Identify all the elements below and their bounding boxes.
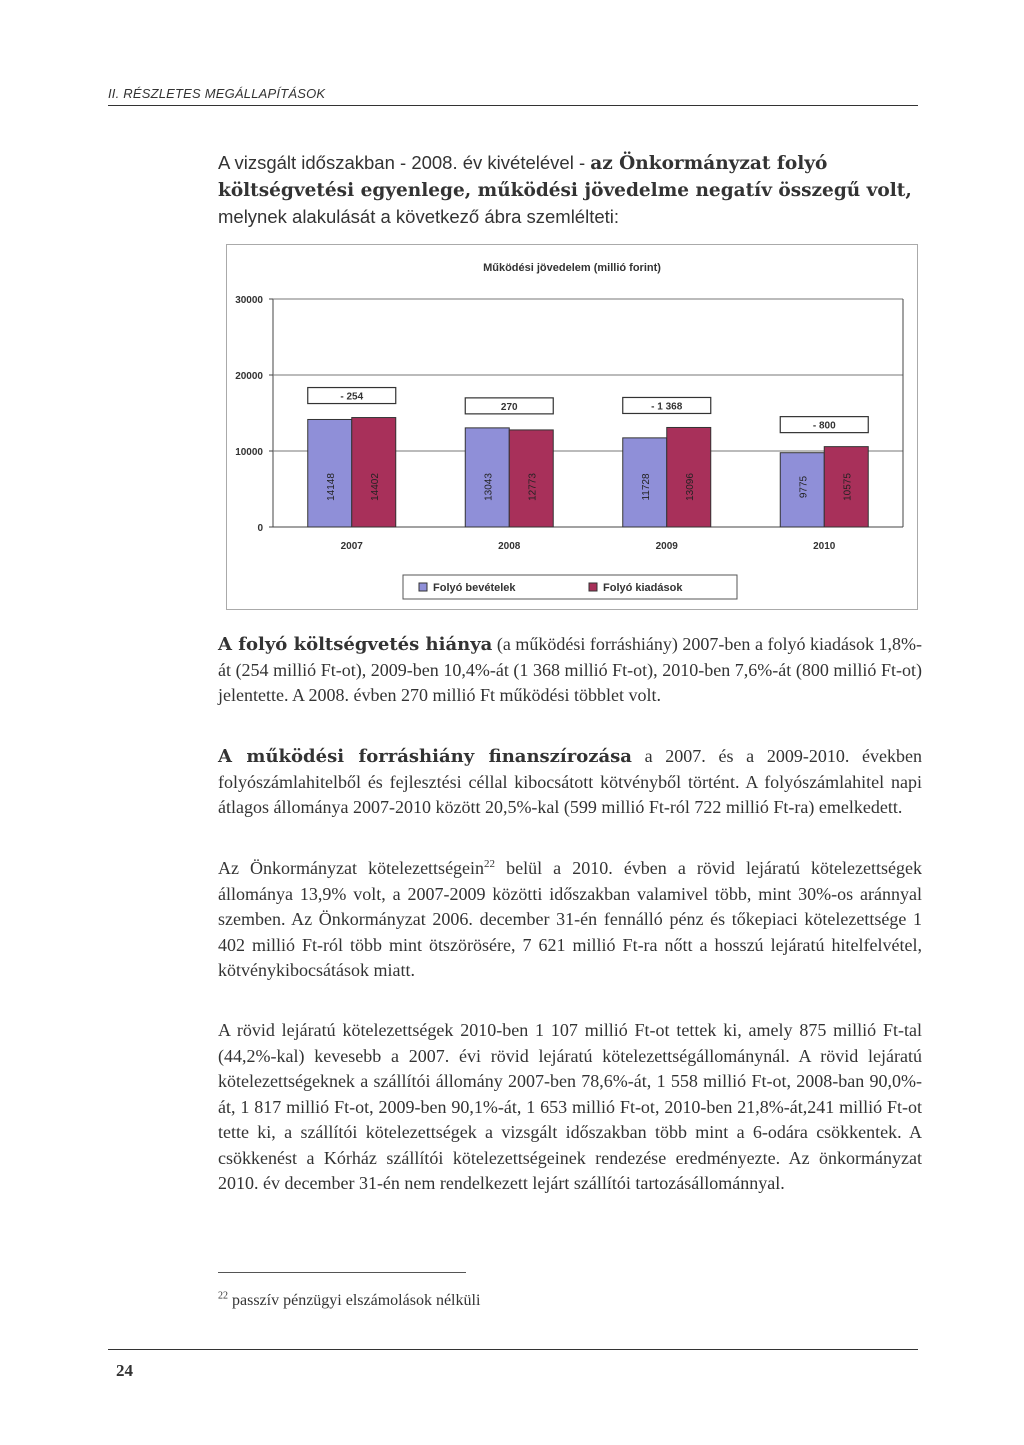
bar-value-label: 10575	[842, 473, 854, 501]
legend-swatch	[419, 583, 427, 591]
bar-value-label: 13096	[684, 473, 696, 501]
p4-text: A rövid lejáratú kötelezettségek 2010-ben 1 107 millió Ft-ot tettek ki, amely 875 millió Ft-tal (44,2%-kal) kevesebb a 2007. évi rövid lejáratú kötelezettségállománynál. A rövid lejáratú kötelezettségeknek a szállítói állomány 2007-ben 78,6%-át, 1 558 millió Ft-ot, 2008-ban 90,0%-át, 1 817 millió Ft-ot, 2009-ben 90,1%-át, 1 653 millió Ft-ot, 2010-ben 21,8%-át,241 millió Ft-ot tette ki, a szállítói kötelezettségek a vizsgált időszakban több mint a 6-odára csökkentek. A csökkenést a Kórház szállítói kötelezettségeinek rendezése eredményezte. Az önkormányzat 2010. év december 31-én nem rendelkezett lejárt szállítói tartozásállománnyal.	[218, 1020, 922, 1193]
y-tick-label: 0	[257, 523, 263, 534]
bar-value-label: 11728	[640, 473, 652, 501]
section-title: II. RÉSZLETES MEGÁLLAPÍTÁSOK	[108, 86, 326, 101]
bar-value-label: 14148	[325, 473, 337, 501]
x-tick-label: 2010	[813, 541, 836, 552]
intro-text-1: A vizsgált időszakban - 2008. év kivételével -	[218, 152, 591, 173]
page-header	[108, 86, 918, 106]
bar-value-label: 12773	[527, 473, 539, 501]
bar-value-label: 9775	[798, 475, 810, 499]
footnote-rule	[218, 1272, 466, 1273]
paragraph-deficit	[218, 632, 922, 709]
p1-bold: A folyó költségvetés hiánya	[218, 634, 493, 655]
y-tick-label: 30000	[235, 295, 263, 306]
footnote-ref: 22	[484, 858, 496, 870]
chart-title: Működési jövedelem (millió forint)	[483, 262, 661, 274]
paragraph-financing	[218, 744, 922, 821]
p2-text: a 2007. és a 2009-2010. években folyószámlahitelből és fejlesztési céllal kibocsátott kötvényből történt. A folyószámlahitel napi átlagos állománya 2007-2010 között 20,5%-kal (599 millió Ft-ról 722 millió Ft-ra) emelkedett.	[218, 746, 922, 817]
paragraph-liabilities	[218, 856, 922, 984]
footnote	[218, 1292, 480, 1310]
bar-value-label: 14402	[369, 473, 381, 501]
x-tick-label: 2008	[498, 541, 521, 552]
y-tick-label: 10000	[235, 447, 263, 458]
x-tick-label: 2009	[655, 541, 678, 552]
difference-label: - 1 368	[651, 401, 683, 413]
legend-label: Folyó bevételek	[433, 582, 516, 594]
intro-paragraph	[218, 150, 918, 230]
footnote-text: passzív pénzügyi elszámolások nélküli	[228, 1292, 481, 1309]
intro-bold: az Önkormányzat folyó költségvetési egyenlege, működési jövedelme negatív összegű volt,	[218, 153, 912, 201]
legend-swatch	[589, 583, 597, 591]
bottom-rule	[108, 1349, 918, 1350]
y-tick-label: 20000	[235, 371, 263, 382]
difference-label: - 800	[812, 420, 836, 432]
legend-label: Folyó kiadások	[603, 582, 683, 594]
bar-expense-2007	[352, 418, 396, 527]
p2-bold: A működési forráshiány finanszírozása	[218, 746, 632, 767]
operating-income-chart	[227, 245, 917, 609]
chart-container	[226, 244, 918, 610]
header-rule	[108, 105, 918, 106]
p3-text-b: belül a 2010. évben a rövid lejáratú kötelezettségek állománya 13,9% volt, a 2007-2009 közötti időszakban valamivel több, mint 30%-os aránnyal szemben. Az Önkormányzat 2006. december 31-én fennálló pénz és tőkepiaci kötelezettsége 1 402 millió Ft-ról több mint ötszörösére, 7 621 millió Ft-ra nőtt a hosszú lejáratú hitelfelvétel, kötvénykibocsátások miatt.	[218, 858, 922, 980]
footnote-number: 22	[218, 1290, 228, 1302]
difference-label: 270	[500, 401, 518, 413]
intro-text-2: melynek alakulását a következő ábra szemlélteti:	[218, 206, 620, 227]
bar-value-label: 13043	[483, 473, 495, 501]
difference-label: - 254	[340, 391, 364, 403]
page-number: 24	[116, 1361, 133, 1380]
x-tick-label: 2007	[340, 541, 363, 552]
p3-text-a: Az Önkormányzat kötelezettségein	[218, 858, 485, 878]
paragraph-short-term	[218, 1018, 922, 1197]
p1-text: (a működési forráshiány) 2007-ben a folyó kiadások 1,8%-át (254 millió Ft-ot), 2009-ben 10,4%-át (1 368 millió Ft-ot), 2010-ben 7,6%-át (800 millió Ft-ot) jelentette. A 2008. évben 270 millió Ft működési többlet volt.	[218, 634, 922, 705]
